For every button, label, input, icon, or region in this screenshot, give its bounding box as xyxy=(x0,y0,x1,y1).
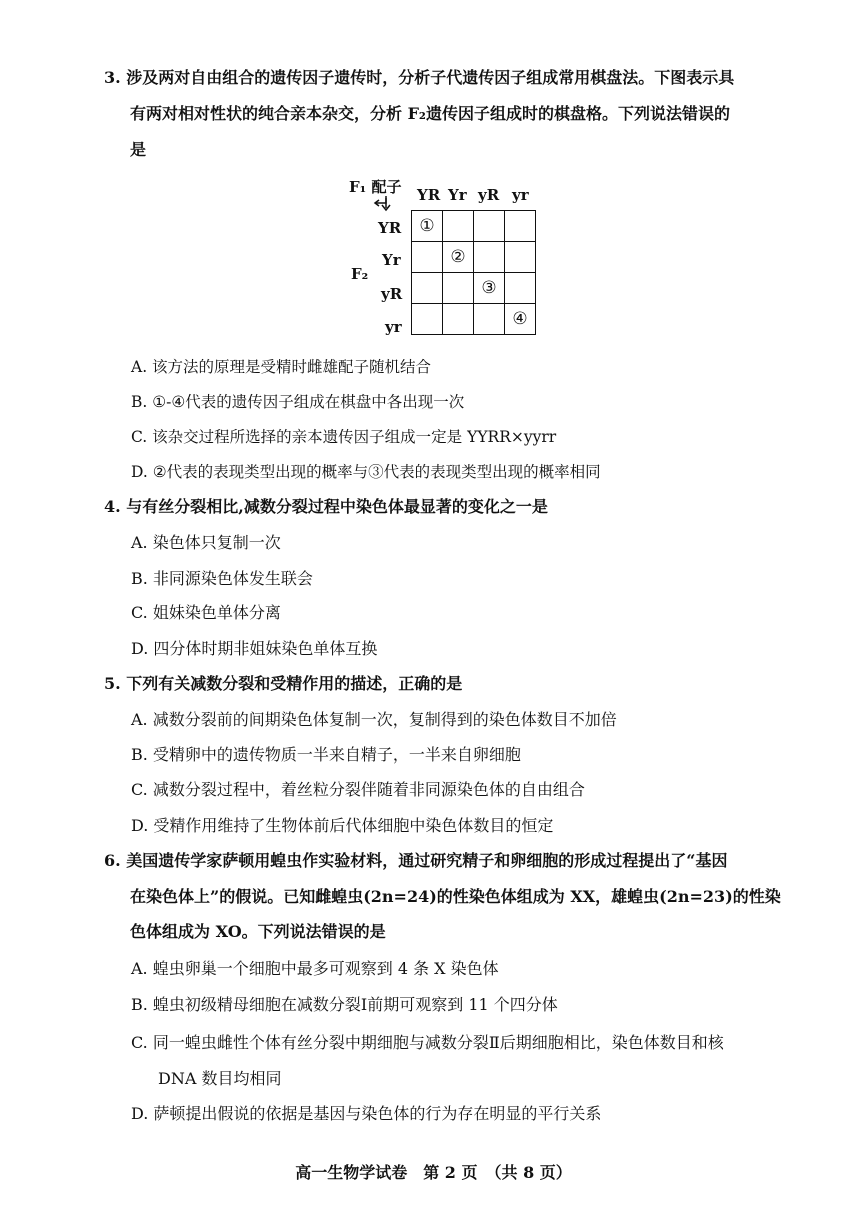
q5-option-c: C. 减数分裂过程中，着丝粒分裂伴随着非同源染色体的自由组合 xyxy=(131,780,585,799)
f1-gamete-label: F₁ 配子 xyxy=(349,178,402,196)
q5-option-b: B. 受精卵中的遗传物质一半来自精子，一半来自卵细胞 xyxy=(131,745,521,764)
q3-option-b: B. ①-④代表的遗传因子组成在棋盘中各出现一次 xyxy=(131,393,465,411)
row-header: YR xyxy=(378,219,402,237)
corner-arrow-icon xyxy=(372,194,392,212)
q3-stem-line1: 3. 涉及两对自由组合的遗传因子遗传时，分析子代遗传因子组成常用棋盘法。下图表示具 xyxy=(104,68,735,87)
grid-cell xyxy=(505,242,536,273)
q3-stem-line2: 有两对相对性状的纯合亲本杂交，分析 F₂遗传因子组成时的棋盘格。下列说法错误的 xyxy=(130,104,730,123)
grid-cell xyxy=(412,273,443,304)
row-header: Yr xyxy=(382,251,401,269)
col-header: Yr xyxy=(448,186,467,204)
grid-cell xyxy=(412,304,443,335)
q4-option-b: B. 非同源染色体发生联会 xyxy=(131,569,313,588)
grid-cell xyxy=(412,242,443,273)
col-header: yr xyxy=(512,186,529,204)
page-footer: 高一生物学试卷 第 2 页 （共 8 页） xyxy=(295,1163,572,1182)
grid-cell xyxy=(443,211,474,242)
grid-cell xyxy=(474,304,505,335)
grid-cell: ② xyxy=(443,242,474,273)
q4-option-c: C. 姐妹染色单体分离 xyxy=(131,603,281,622)
q5-option-d: D. 受精作用维持了生物体前后代体细胞中染色体数目的恒定 xyxy=(131,816,554,835)
grid-cell xyxy=(443,273,474,304)
q4-option-a: A. 染色体只复制一次 xyxy=(131,533,281,552)
grid-cell xyxy=(505,211,536,242)
row-header: yr xyxy=(385,318,402,336)
q5-option-a: A. 减数分裂前的间期染色体复制一次，复制得到的染色体数目不加倍 xyxy=(131,710,617,729)
grid-cell: ① xyxy=(412,211,443,242)
grid-cell xyxy=(474,211,505,242)
q6-stem-line2: 在染色体上”的假说。已知雌蝗虫(2n=24)的性染色体组成为 XX，雄蝗虫(2n=23)的性染 xyxy=(130,887,781,906)
q6-stem-line3: 色体组成为 XO。下列说法错误的是 xyxy=(130,922,386,941)
col-header: yR xyxy=(478,186,500,204)
grid-cell: ④ xyxy=(505,304,536,335)
q6-stem-line1: 6. 美国遗传学家萨顿用蝗虫作实验材料，通过研究精子和卵细胞的形成过程提出了“基因 xyxy=(104,851,728,870)
q3-option-a: A. 该方法的原理是受精时雌雄配子随机结合 xyxy=(131,358,432,376)
q3-stem-line3: 是 xyxy=(130,140,147,159)
q6-option-c-line2: DNA 数目均相同 xyxy=(158,1069,282,1088)
grid-cell: ③ xyxy=(474,273,505,304)
q6-option-d: D. 萨顿提出假说的依据是基因与染色体的行为存在明显的平行关系 xyxy=(131,1104,602,1123)
col-header: YR xyxy=(417,186,441,204)
grid-cell xyxy=(505,273,536,304)
grid-cell xyxy=(443,304,474,335)
q3-option-c: C. 该杂交过程所选择的亲本遗传因子组成一定是 YYRR×yyrr xyxy=(131,428,557,446)
row-header: yR xyxy=(381,285,403,303)
q4-option-d: D. 四分体时期非姐妹染色单体互换 xyxy=(131,639,378,658)
q6-option-a: A. 蝗虫卵巢一个细胞中最多可观察到 4 条 X 染色体 xyxy=(131,959,499,978)
f2-label: F₂ xyxy=(351,265,369,283)
q3-option-d: D. ②代表的表现类型出现的概率与③代表的表现类型出现的概率相同 xyxy=(131,463,601,481)
q4-stem: 4. 与有丝分裂相比,减数分裂过程中染色体最显著的变化之一是 xyxy=(104,497,548,516)
grid-cell xyxy=(474,242,505,273)
punnett-square-figure xyxy=(345,172,545,352)
q6-option-b: B. 蝗虫初级精母细胞在减数分裂Ⅰ前期可观察到 11 个四分体 xyxy=(131,995,558,1014)
punnett-grid xyxy=(411,210,536,335)
q6-option-c-line1: C. 同一蝗虫雌性个体有丝分裂中期细胞与减数分裂Ⅱ后期细胞相比，染色体数目和核 xyxy=(131,1033,724,1052)
q5-stem: 5. 下列有关减数分裂和受精作用的描述，正确的是 xyxy=(104,674,463,693)
